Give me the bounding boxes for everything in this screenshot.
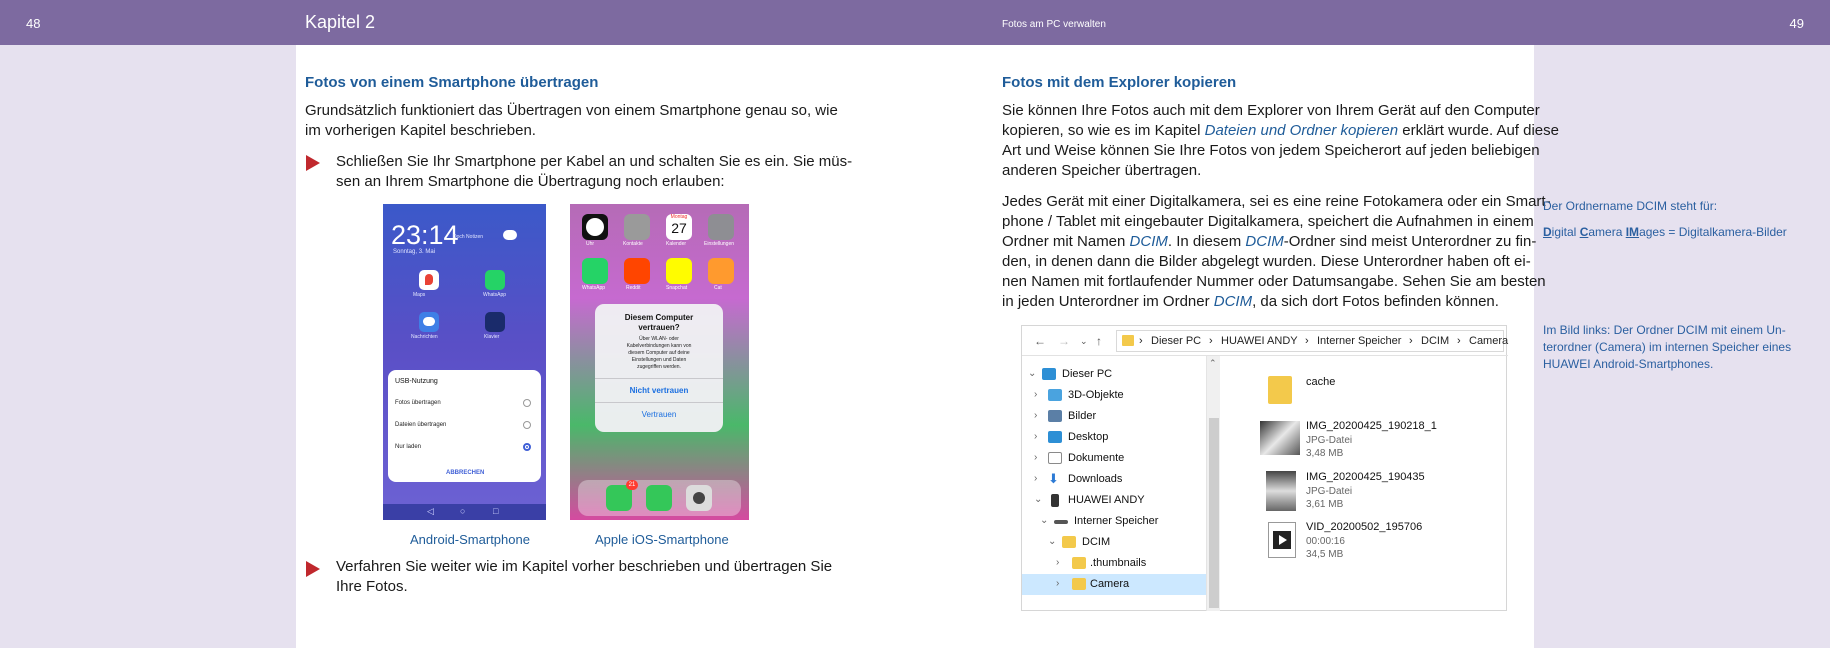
chevron-right-icon[interactable]: ›: [1034, 473, 1038, 484]
tree-scrollbar[interactable]: [1206, 356, 1220, 611]
file-name[interactable]: IMG_20200425_190435: [1306, 471, 1425, 483]
lock-time: 23:14: [391, 220, 459, 250]
step1-line1: Schließen Sie Ihr Smartphone per Kabel an und schalten Sie es ein. Sie müs-: [336, 153, 853, 170]
tree-item-dokumente[interactable]: [1022, 448, 1206, 469]
forward-arrow-icon[interactable]: →: [1058, 334, 1070, 348]
trust-body: diesem Computer auf deine: [628, 350, 690, 356]
breadcrumb-item[interactable]: Dieser PC: [1151, 335, 1202, 347]
messages-icon[interactable]: [419, 312, 439, 332]
tree-label: .thumbnails: [1090, 557, 1147, 569]
tree-item-3d[interactable]: [1022, 385, 1206, 406]
app-label: Snapchat: [666, 285, 688, 291]
step2-line1: Verfahren Sie weiter wie im Kapitel vorher beschrieben und übertragen Sie: [336, 558, 833, 575]
tree-label: Dokumente: [1068, 452, 1125, 464]
p1-line2: kopieren, so wie es im Kapitel Dateien und Ordner kopieren erklärt wurde. Auf diese: [1002, 122, 1559, 139]
calendar-icon[interactable]: [666, 214, 692, 240]
breadcrumb-separator: ›: [1209, 335, 1213, 347]
maps-icon[interactable]: [419, 270, 439, 290]
usb-option[interactable]: Fotos übertragen: [395, 400, 441, 406]
breadcrumb-item[interactable]: HUAWEI ANDY: [1221, 335, 1298, 347]
phone-icon[interactable]: [646, 485, 672, 511]
p2-line3: Ordner mit Namen DCIM. In diesem DCIM-Ordner sind meist Unterordner zu fin-: [1002, 233, 1537, 250]
breadcrumb-separator: ›: [1457, 335, 1461, 347]
chevron-right-icon[interactable]: ›: [1034, 389, 1038, 400]
chapter-link[interactable]: Dateien und Ordner kopieren: [1204, 122, 1399, 139]
usb-option[interactable]: Nur laden: [395, 444, 422, 450]
left-margin: [0, 45, 296, 648]
tree-label: 3D-Objekte: [1068, 389, 1124, 401]
app-label: Kalender: [666, 241, 687, 247]
chevron-down-icon[interactable]: ⌄: [1028, 368, 1037, 379]
p1-line4: anderen Speicher übertragen.: [1002, 162, 1202, 179]
breadcrumb-item[interactable]: DCIM: [1421, 335, 1450, 347]
left-heading: Fotos von einem Smartphone übertragen: [305, 74, 599, 91]
chevron-right-icon[interactable]: ›: [1034, 431, 1038, 442]
home-icon[interactable]: ○: [460, 506, 466, 516]
chevron-down-icon[interactable]: ⌄: [1040, 515, 1049, 526]
app-label: Maps: [413, 292, 426, 298]
video-duration: 00:00:16: [1306, 536, 1345, 547]
tree-label: Bilder: [1068, 410, 1097, 422]
caption-android: Android-Smartphone: [410, 532, 530, 547]
p1-line1: Sie können Ihre Fotos auch mit dem Explorer von Ihrem Gerät auf den Computer: [1002, 102, 1540, 119]
tree-item-dcim[interactable]: [1022, 532, 1206, 553]
tree-label: Interner Speicher: [1074, 515, 1159, 527]
desktop-icon: [1048, 431, 1062, 443]
recent-locations-icon[interactable]: ⌄: [1080, 336, 1088, 346]
trust-dialog: [595, 304, 723, 432]
file-type: JPG-Datei: [1306, 486, 1353, 497]
app-label: Cat: [714, 285, 722, 291]
lock-date: Sonntag, 3. Mai: [393, 249, 436, 255]
page-header: [0, 0, 1830, 45]
tree-label: Dieser PC: [1062, 368, 1113, 380]
app-label: Kontakte: [623, 241, 643, 247]
piano-icon[interactable]: [485, 312, 505, 332]
calendar-day: Montag: [670, 214, 688, 220]
chevron-right-icon[interactable]: ›: [1056, 578, 1060, 589]
caption-ios: Apple iOS-Smartphone: [595, 532, 729, 547]
notification-hint: Doch Notizen: [453, 234, 484, 240]
radio-selected-icon[interactable]: [523, 443, 531, 451]
chevron-right-icon[interactable]: ›: [1034, 410, 1038, 421]
nav-bar: [383, 504, 546, 520]
p2-line5: nen Namen mit fortlaufender Nummer oder Datumsangabe. Sehen Sie am besten: [1002, 273, 1546, 290]
back-arrow-icon[interactable]: ←: [1034, 334, 1046, 348]
address-bar: [1022, 326, 1508, 356]
dcim-term: DCIM: [1213, 293, 1253, 310]
usb-dialog: [388, 370, 541, 482]
back-icon[interactable]: ◁: [427, 506, 434, 516]
clock-icon[interactable]: [582, 214, 608, 240]
reddit-icon[interactable]: [624, 258, 650, 284]
image-thumbnail[interactable]: [1266, 471, 1296, 511]
app-label: Nachrichten: [411, 334, 438, 340]
tree-item-huawei[interactable]: [1022, 490, 1206, 511]
tree-label: HUAWEI ANDY: [1068, 494, 1145, 506]
cancel-button[interactable]: ABBRECHEN: [446, 470, 485, 476]
breadcrumb-item[interactable]: Interner Speicher: [1317, 335, 1402, 347]
running-title: Fotos am PC verwalten: [1002, 19, 1106, 30]
page-number-right: 49: [1789, 16, 1804, 31]
chevron-down-icon[interactable]: ⌄: [1048, 536, 1057, 547]
file-size: 34,5 MB: [1306, 549, 1344, 560]
chevron-right-icon[interactable]: ›: [1056, 557, 1060, 568]
app-label: WhatsApp: [582, 285, 606, 291]
p2-line1: Jedes Gerät mit einer Digitalkamera, sei es eine reine Fotokamera oder ein Smart-: [1002, 193, 1551, 210]
app-label: Uhr: [586, 241, 595, 247]
dock: [578, 480, 741, 516]
left-intro-line2: im vorherigen Kapitel beschrieben.: [305, 122, 536, 139]
tree-item-downloads[interactable]: [1022, 469, 1206, 490]
distrust-button[interactable]: Nicht vertrauen: [629, 386, 689, 395]
p2-line2: phone / Tablet mit eingebauter Digitalkamera, speichert die Aufnahmen in einem: [1002, 213, 1534, 230]
right-heading: Fotos mit dem Explorer kopieren: [1002, 74, 1237, 91]
snapchat-icon[interactable]: [666, 258, 692, 284]
usb-option[interactable]: Dateien übertragen: [395, 422, 447, 428]
breadcrumb-separator: ›: [1409, 335, 1413, 347]
folder-icon: [1072, 557, 1086, 569]
tree-item-internal-storage[interactable]: [1022, 511, 1206, 532]
file-item-cache[interactable]: [1266, 372, 1294, 406]
settings-icon[interactable]: [708, 214, 734, 240]
documents-icon: [1048, 452, 1062, 464]
drive-icon: [1054, 520, 1068, 524]
pictures-icon: [1048, 410, 1062, 422]
whatsapp-icon[interactable]: [485, 270, 505, 290]
trust-body: Über WLAN- oder: [639, 336, 679, 342]
page-number-left: 48: [26, 16, 41, 31]
navigation-tree: [1022, 356, 1210, 611]
trust-body: zugegriffen werden.: [637, 364, 681, 370]
file-size: 3,61 MB: [1306, 499, 1344, 510]
margin-note-1-line1: Der Ordnername DCIM steht für:: [1543, 199, 1718, 213]
breadcrumb-separator: ›: [1305, 335, 1309, 347]
margin-note-2-line3: HUAWEI Android-Smartphones.: [1543, 357, 1714, 371]
tree-label: DCIM: [1082, 536, 1111, 548]
chapter-title: Kapitel 2: [305, 12, 376, 32]
explorer-window: [1021, 325, 1507, 611]
dcim-term: DCIM: [1129, 233, 1168, 250]
file-name[interactable]: IMG_20200425_190218_1: [1306, 420, 1437, 432]
cat-app-icon[interactable]: [708, 258, 734, 284]
folder-icon: [1268, 376, 1292, 404]
tree-item-dieser-pc[interactable]: [1022, 364, 1206, 385]
calendar-date: 27: [671, 220, 687, 236]
chevron-down-icon[interactable]: ⌄: [1034, 494, 1043, 505]
p2-line6: in jeden Unterordner im Ordner DCIM, da sich dort Fotos befinden können.: [1002, 293, 1499, 310]
trust-title-1: Diesem Computer: [624, 313, 694, 322]
tree-label: Downloads: [1068, 473, 1123, 485]
android-screenshot: [383, 204, 546, 520]
file-type: JPG-Datei: [1306, 435, 1353, 446]
video-file-icon[interactable]: [1268, 522, 1296, 558]
contacts-icon[interactable]: [624, 214, 650, 240]
step1-line2: sen an Ihrem Smartphone die Übertragung noch erlauben:: [336, 173, 725, 190]
bullet-icon: [306, 155, 320, 171]
margin-note-2-line2: terordner (Camera) im internen Speicher eines: [1543, 340, 1792, 354]
tree-item-desktop[interactable]: [1022, 427, 1206, 448]
usb-dialog-title: USB-Nutzung: [395, 378, 438, 385]
tree-item-bilder[interactable]: [1022, 406, 1206, 427]
file-name[interactable]: VID_20200502_195706: [1306, 521, 1423, 533]
file-size: 3,48 MB: [1306, 448, 1344, 459]
camera-icon[interactable]: [686, 485, 712, 511]
scrollbar-thumb[interactable]: [1209, 418, 1219, 608]
breadcrumb-item[interactable]: Camera: [1469, 335, 1509, 347]
tree-item-camera[interactable]: [1022, 574, 1206, 595]
app-label: Reddit: [626, 285, 641, 291]
up-arrow-icon[interactable]: ↑: [1096, 334, 1102, 348]
trust-body: Kabelverbindungen kann von: [626, 343, 692, 349]
path-box[interactable]: [1116, 330, 1509, 352]
step2-line2: Ihre Fotos.: [336, 578, 408, 595]
dcim-term: DCIM: [1245, 233, 1284, 250]
phone-icon: [1051, 494, 1059, 507]
ios-screenshot: [570, 204, 749, 520]
tree-label: Camera: [1090, 578, 1130, 590]
tree-item-thumbnails[interactable]: [1022, 553, 1206, 574]
weather-icon: [503, 230, 517, 240]
trust-body: Einstellungen und Daten: [631, 357, 687, 363]
radio-icon[interactable]: [523, 421, 531, 429]
folder-icon: [1122, 335, 1134, 346]
trust-title-2: vertrauen?: [638, 323, 680, 332]
badge: 21: [626, 480, 638, 490]
image-thumbnail[interactable]: [1260, 421, 1300, 455]
p2-line4: den, in denen dann die Bilder abgelegt wurden. Diese Unterordner haben oft ei-: [1002, 253, 1531, 270]
trust-button[interactable]: Vertrauen: [641, 410, 677, 419]
whatsapp-icon[interactable]: [582, 258, 608, 284]
tree-label: Desktop: [1068, 431, 1109, 443]
folder-icon: [1072, 578, 1086, 590]
recents-icon[interactable]: □: [493, 506, 499, 516]
margin-note-2-line1: Im Bild links: Der Ordner DCIM mit einem Un-: [1543, 323, 1786, 337]
app-label: WhatsApp: [483, 292, 507, 298]
folder-icon: [1062, 536, 1076, 548]
p1-line3: Art und Weise können Sie Ihre Fotos von jedem Speicherort auf jeden beliebigen: [1002, 142, 1540, 159]
pc-icon: [1042, 368, 1056, 380]
bullet-icon: [306, 561, 320, 577]
app-label: Klavier: [484, 334, 500, 340]
cube-icon: [1048, 389, 1062, 401]
margin-note-1-line2: Digital Camera IMages = Digitalkamera-Bilder: [1543, 225, 1787, 239]
radio-icon[interactable]: [523, 399, 531, 407]
download-icon: ⬇: [1048, 471, 1059, 486]
file-name[interactable]: cache: [1306, 376, 1336, 388]
chevron-right-icon[interactable]: ›: [1034, 452, 1038, 463]
scroll-up-icon[interactable]: ⌃: [1209, 358, 1217, 368]
left-intro-line1: Grundsätzlich funktioniert das Übertragen von einem Smartphone genau so, wie: [305, 102, 838, 119]
app-label: Einstellungen: [704, 241, 735, 247]
status-bar: [387, 206, 542, 212]
breadcrumb-separator: ›: [1139, 335, 1143, 347]
